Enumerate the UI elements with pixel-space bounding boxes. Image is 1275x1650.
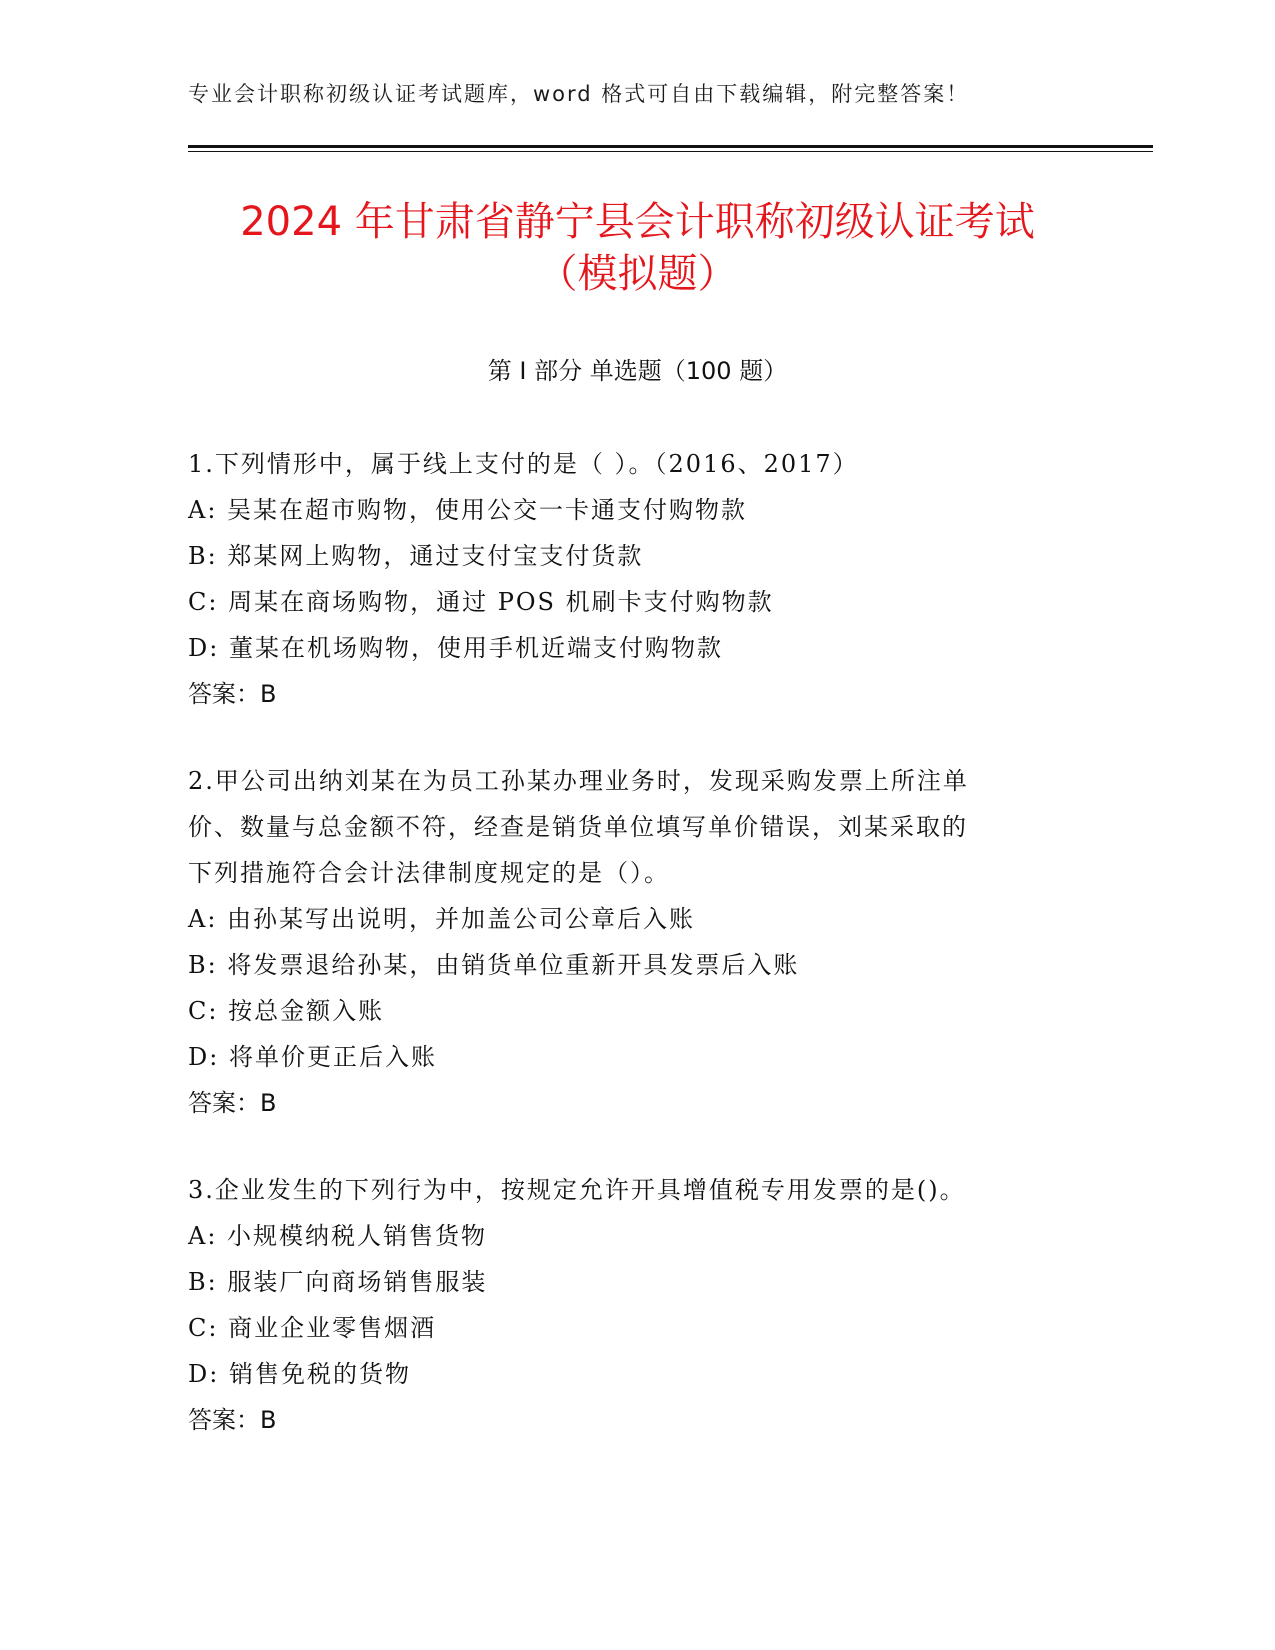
question-2 [188, 758, 1078, 1126]
option-b: B: 郑某网上购物，通过支付宝支付货款 [188, 542, 644, 570]
header-divider-thin [188, 151, 1153, 152]
document-title-line-2: （模拟题） [537, 251, 738, 297]
answer: 答案：B [188, 680, 277, 708]
question-stem-line: 2.甲公司出纳刘某在为员工孙某办理业务时，发现采购发票上所注单 [188, 767, 969, 795]
option-a: A: 吴某在超市购物，使用公交一卡通支付购物款 [188, 496, 748, 524]
question-stem [188, 1167, 1078, 1213]
question-stem-line: 3.企业发生的下列行为中，按规定允许开具增值税专用发票的是()。 [188, 1176, 966, 1204]
question-list [188, 441, 1078, 1484]
option-c: C: 商业企业零售烟酒 [188, 1314, 437, 1342]
question-stem-line: 1.下列情形中，属于线上支付的是（ ）。（2016、2017） [188, 450, 859, 478]
option-d: D: 将单价更正后入账 [188, 1043, 437, 1071]
answer: 答案：B [188, 1406, 277, 1434]
section-heading: 第 I 部分 单选题（100 题） [487, 357, 788, 385]
question-stem [188, 758, 1078, 896]
question-stem-line: 价、数量与总金额不符，经查是销货单位填写单价错误，刘某采取的 [188, 813, 968, 841]
question-1 [188, 441, 1078, 717]
option-b: B: 服装厂向商场销售服装 [188, 1268, 488, 1296]
option-d: D: 董某在机场购物，使用手机近端支付购物款 [188, 634, 723, 662]
header-note: 专业会计职称初级认证考试题库，word 格式可自由下载编辑，附完整答案！ [188, 82, 970, 106]
option-a: A: 小规模纳税人销售货物 [188, 1222, 488, 1250]
option-a: A: 由孙某写出说明，并加盖公司公章后入账 [188, 905, 696, 933]
question-3 [188, 1167, 1078, 1443]
answer: 答案：B [188, 1089, 277, 1117]
question-stem-line: 下列措施符合会计法律制度规定的是（）。 [188, 859, 670, 887]
document-title [150, 196, 1125, 300]
document-title-line-1: 2024 年甘肃省静宁县会计职称初级认证考试 [240, 199, 1035, 245]
header-divider-thick [188, 145, 1153, 148]
question-stem [188, 441, 1078, 487]
option-c: C: 按总金额入账 [188, 997, 385, 1025]
option-c: C: 周某在商场购物，通过 POS 机刷卡支付购物款 [188, 588, 774, 616]
option-b: B: 将发票退给孙某，由销货单位重新开具发票后入账 [188, 951, 800, 979]
option-d: D: 销售免税的货物 [188, 1360, 411, 1388]
